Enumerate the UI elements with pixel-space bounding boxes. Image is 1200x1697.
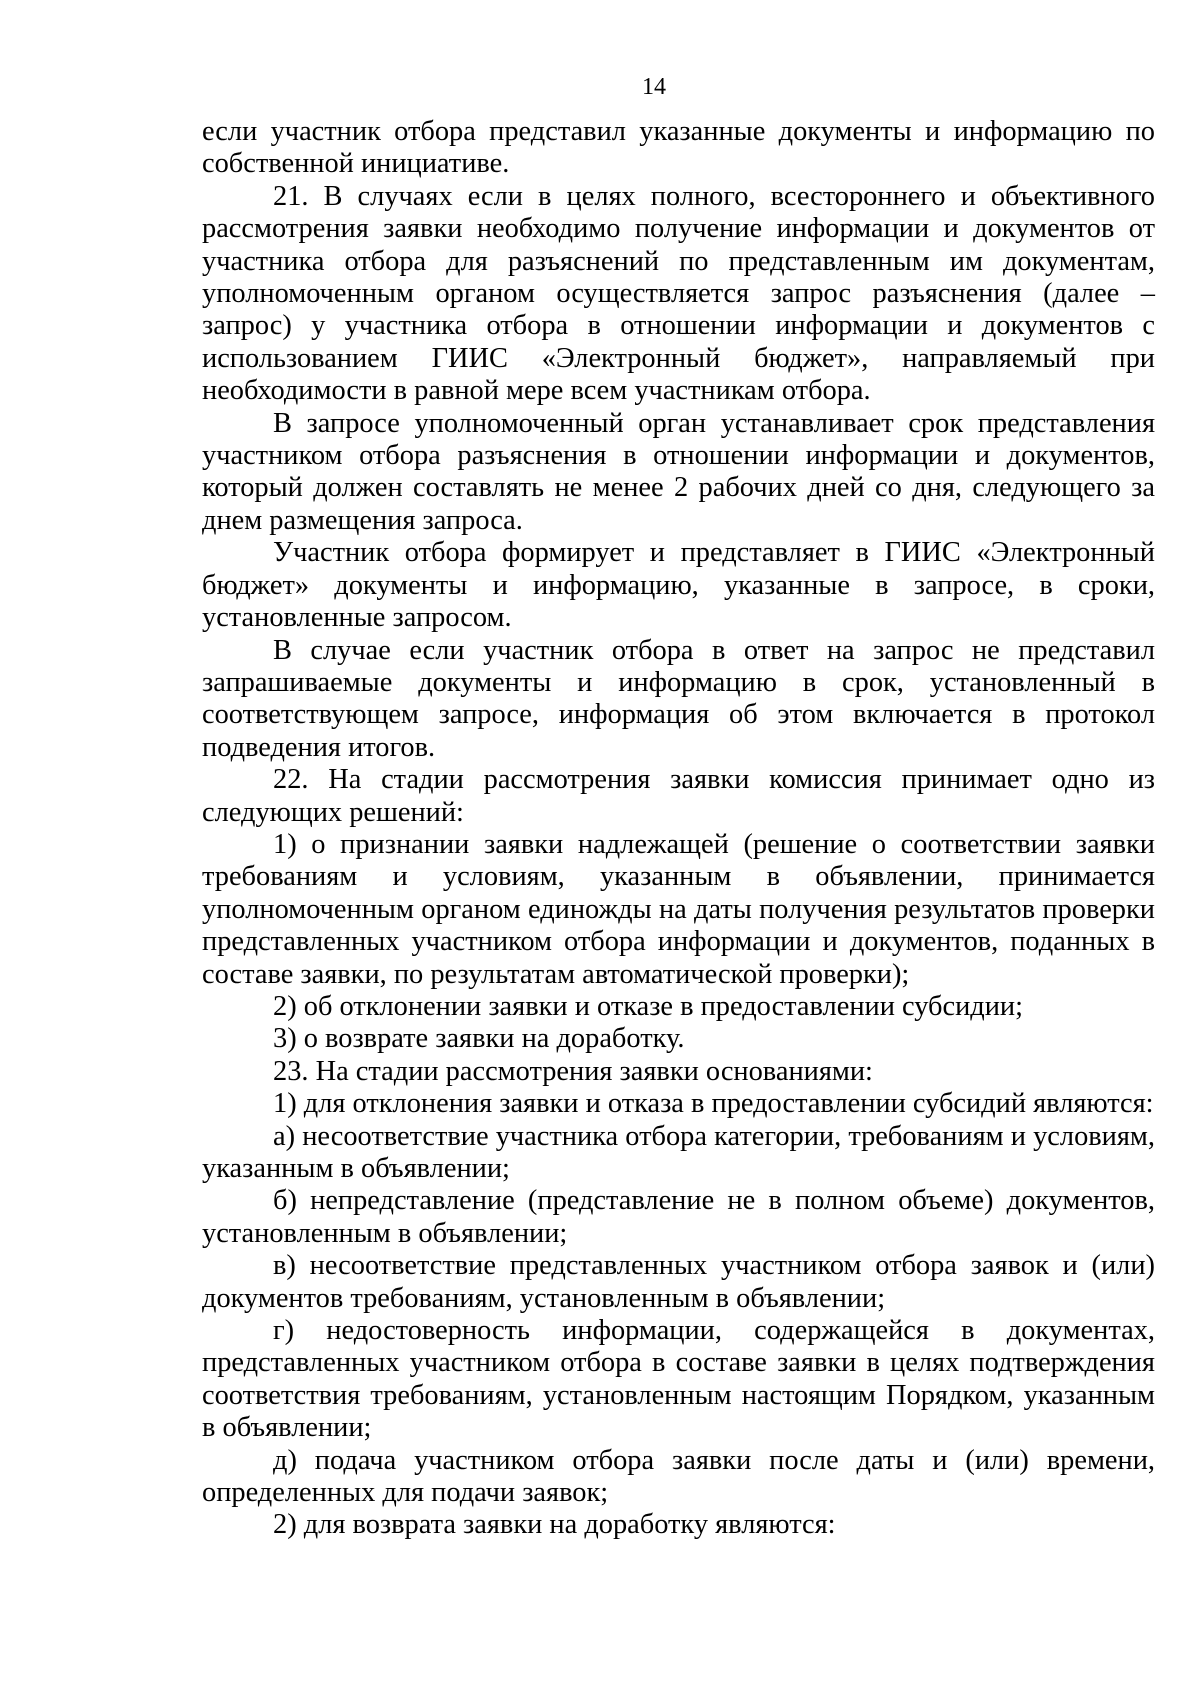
list-item-23-1: 1) для отклонения заявки и отказа в предоставлении субсидий являются: bbox=[273, 1088, 1154, 1120]
paragraph-missed-deadline: В случае если участник отбора в ответ на запрос не представил запрашиваемые документы и информацию в срок, установленный в соответствующем запросе, информация об этом включается в протокол подведения итогов. bbox=[202, 634, 1155, 763]
list-item-22-1: 1) о признании заявки надлежащей (решение о соответствии заявки требованиям и условиям, указанным в объявлении, принимается уполномоченным органом единожды на даты получения результатов проверки представленных участником отбора информации и документов, поданных в составе заявки, по результатам автоматической проверки); bbox=[202, 828, 1155, 990]
document-body bbox=[202, 116, 1155, 1542]
list-item-23-1-d: д) подача участником отбора заявки после даты и (или) времени, определенных для подачи заявок; bbox=[202, 1444, 1155, 1509]
list-item-23-1-b: б) непредставление (представление не в полном объеме) документов, установленным в объявлении; bbox=[202, 1185, 1155, 1249]
paragraph-clause-22: 22. На стадии рассмотрения заявки комиссия принимает одно из следующих решений: bbox=[202, 764, 1155, 828]
list-item-23-1-a: а) несоответствие участника отбора категории, требованиям и условиям, указанным в объявлении; bbox=[202, 1120, 1155, 1184]
paragraph-clause-21: 21. В случаях если в целях полного, всестороннего и объективного рассмотрения заявки необходимо получение информации и документов от участника отбора для разъяснений по представленным им документам, уполномоченным органом осуществляется запрос разъяснения (далее – запрос) у участника отбора в отношении информации и документов с использованием ГИИС «Электронный бюджет», направляемый при необходимости в равной мере всем участникам отбора. bbox=[202, 180, 1155, 407]
paragraph-continuation: если участник отбора представил указанные документы и информацию по собственной инициативе. bbox=[202, 116, 1155, 180]
list-item-22-3: 3) о возврате заявки на доработку. bbox=[273, 1023, 685, 1055]
paragraph-clause-23: 23. На стадии рассмотрения заявки основаниями: bbox=[273, 1055, 873, 1087]
list-item-23-1-g: г) недостоверность информации, содержащейся в документах, представленных участником отбора в составе заявки в целях подтверждения соответствия требованиям, установленным настоящим Порядком, указанным в объявлении; bbox=[202, 1315, 1155, 1444]
page-number: 14 bbox=[642, 74, 666, 100]
list-item-23-1-v: в) несоответствие представленных участником отбора заявок и (или) документов требованиям, установленным в объявлении; bbox=[202, 1250, 1155, 1314]
paragraph-participant-response: Участник отбора формирует и представляет в ГИИС «Электронный бюджет» документы и информацию, указанные в запросе, в сроки, установленные запросом. bbox=[202, 537, 1155, 634]
list-item-22-2: 2) об отклонении заявки и отказе в предоставлении субсидии; bbox=[273, 990, 1024, 1022]
paragraph-request-deadline: В запросе уполномоченный орган устанавливает срок представления участником отбора разъяснения в отношении информации и документов, который должен составлять не менее 2 рабочих дней со дня, следующего за днем размещения запроса. bbox=[202, 407, 1155, 536]
list-item-23-2: 2) для возврата заявки на доработку являются: bbox=[273, 1509, 836, 1541]
